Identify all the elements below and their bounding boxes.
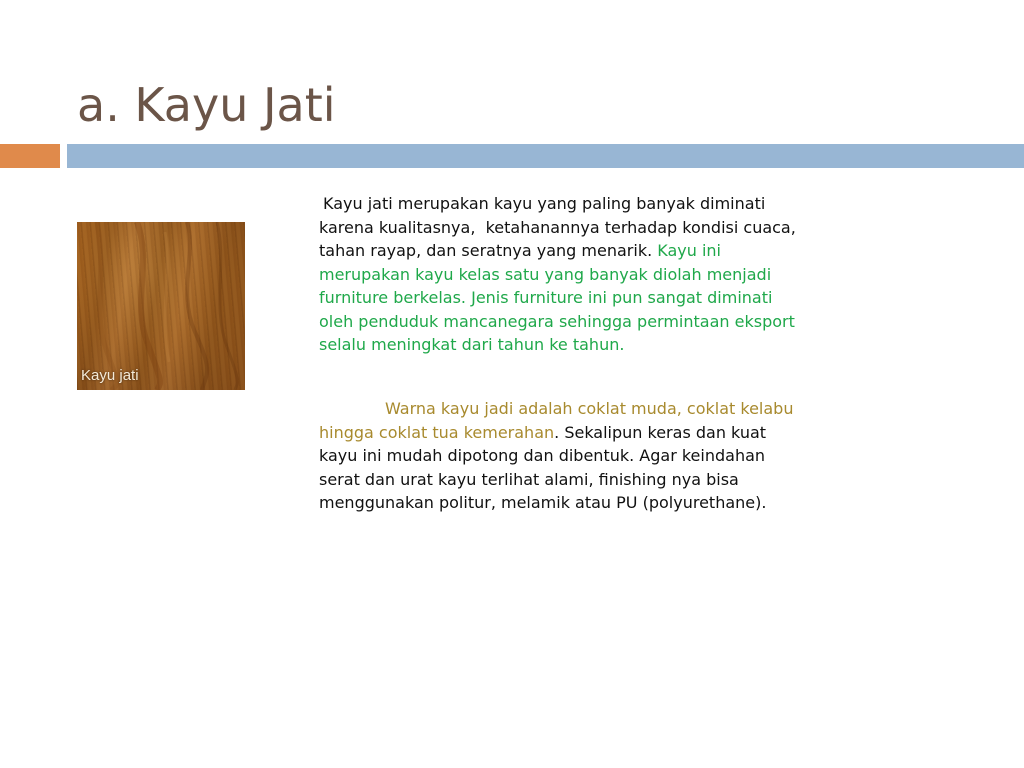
paragraph2-line4: serat dan urat kayu terlihat alami, finishing nya bisa <box>319 469 739 489</box>
paragraph2-line1: Warna kayu jadi adalah coklat muda, coklat kelabu <box>385 399 794 418</box>
image-caption: Kayu jati <box>81 367 139 384</box>
paragraph2-line2-highlight: hingga coklat tua kemerahan <box>319 422 555 442</box>
paragraph1-line4: merupakan kayu kelas satu yang banyak diolah menjadi <box>319 264 772 284</box>
wood-grain-illustration <box>77 222 245 390</box>
paragraph1-line1: Kayu jati merupakan kayu yang paling banyak diminati <box>323 194 766 213</box>
paragraph2-line3: kayu ini mudah dipotong dan dibentuk. Agar keindahan <box>319 446 766 465</box>
paragraph1-line2: karena kualitasnya, ketahanannya terhadap kondisi cuaca, <box>319 217 796 237</box>
paragraph2-line2: . Sekalipun keras dan kuat <box>554 422 767 442</box>
teak-wood-image <box>77 222 245 390</box>
accent-bar-orange <box>0 144 60 168</box>
paragraph1-line3-highlight: Kayu ini <box>657 241 721 260</box>
paragraph2-line5: menggunakan politur, melamik atau PU (polyurethane). <box>319 493 767 512</box>
slide-title: a. Kayu Jati <box>77 78 336 132</box>
paragraph1-line3: tahan rayap, dan seratnya yang menarik. <box>319 241 658 260</box>
description-paragraph-1 <box>319 192 909 357</box>
paragraph1-line7: selalu meningkat dari tahun ke tahun. <box>319 335 625 354</box>
accent-bar-blue <box>67 144 1024 168</box>
paragraph1-line6: oleh penduduk mancanegara sehingga permintaan eksport <box>319 311 795 331</box>
paragraph1-line5: furniture berkelas. Jenis furniture ini pun sangat diminati <box>319 288 773 307</box>
description-paragraph-2 <box>319 397 909 515</box>
